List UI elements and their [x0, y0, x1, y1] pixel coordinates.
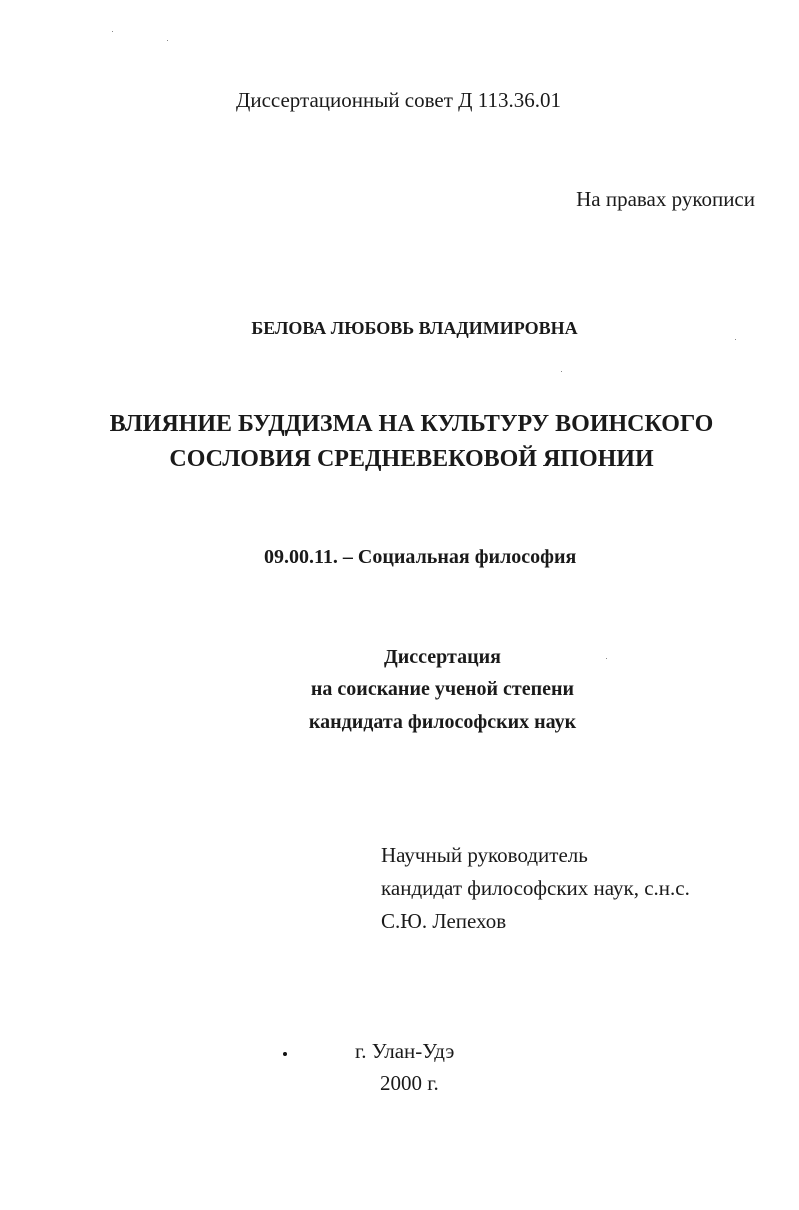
degree-name: кандидата философских наук	[308, 711, 577, 733]
city: г. Улан-Удэ	[355, 1039, 455, 1063]
scan-mark	[283, 1052, 287, 1056]
author-name: БЕЛОВА ЛЮБОВЬ ВЛАДИМИРОВНА	[251, 318, 578, 338]
thesis-title-line-2: СОСЛОВИЯ СРЕДНЕВЕКОВОЙ ЯПОНИИ	[169, 446, 654, 472]
scan-speck	[112, 31, 113, 32]
scan-speck	[606, 658, 607, 659]
supervisor-label: Научный руководитель	[381, 843, 588, 867]
scan-speck	[561, 371, 562, 372]
year: 2000 г.	[380, 1071, 439, 1095]
dissertation-council: Диссертационный совет Д 113.36.01	[236, 88, 561, 112]
manuscript-rights-note: На правах рукописи	[576, 187, 755, 211]
dissertation-label: Диссертация	[384, 646, 501, 668]
specialty-code: 09.00.11. – Социальная философия	[264, 546, 577, 568]
supervisor-degree: кандидат философских наук, с.н.с.	[381, 876, 690, 900]
thesis-title-line-1: ВЛИЯНИЕ БУДДИЗМА НА КУЛЬТУРУ ВОИНСКОГО	[109, 411, 714, 437]
scan-speck	[167, 40, 168, 41]
supervisor-name: С.Ю. Лепехов	[381, 909, 507, 933]
scan-speck	[735, 339, 736, 340]
degree-purpose: на соискание ученой степени	[310, 678, 575, 700]
